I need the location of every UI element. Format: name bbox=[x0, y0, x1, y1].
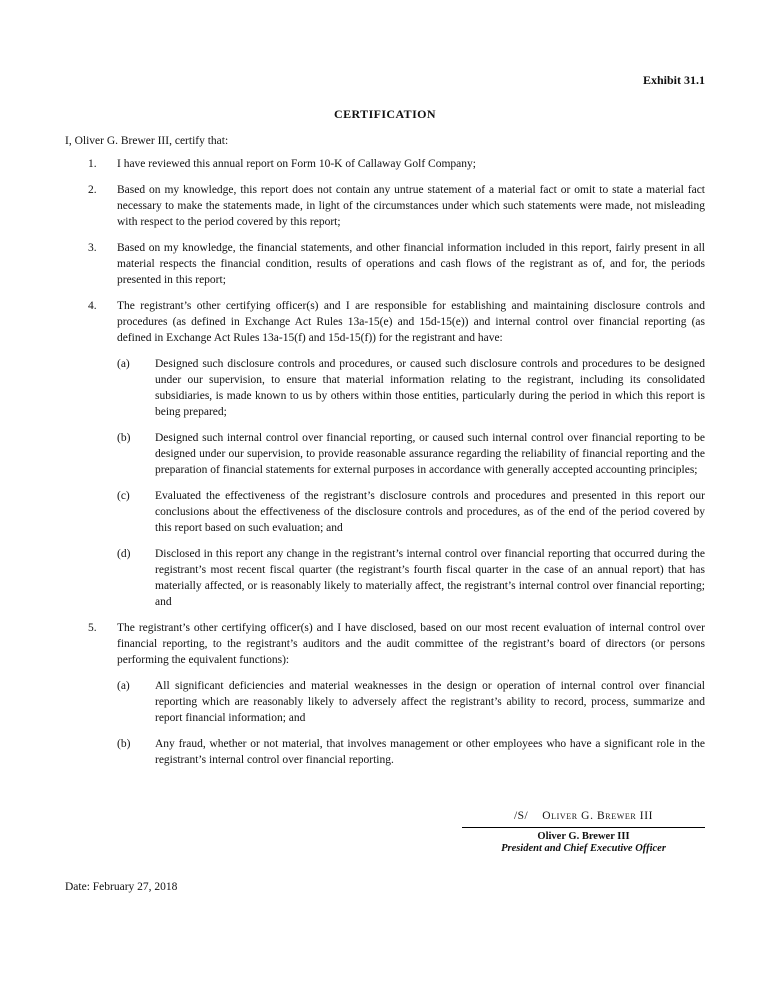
signature-signed-name: Oliver G. Brewer III bbox=[542, 810, 654, 822]
item-number: 3. bbox=[88, 242, 97, 254]
item-text: Disclosed in this report any change in the registrant’s internal control over financial reporting that occurred during the registrant’s most recent fiscal quarter (the registrant’s fourth fiscal quarter in the case of an annual report) that has materially affected, or is reasonably likely to materially affect, the registrant’s internal control over financial reporting; and bbox=[155, 548, 705, 608]
item-number: (c) bbox=[117, 490, 130, 502]
signature-block bbox=[462, 808, 705, 855]
item-number: (a) bbox=[117, 358, 130, 370]
item-text: All significant deficiencies and material weaknesses in the design or operation of internal control over financial reporting which are reasonably likely to adversely affect the registrant’s ability to record, process, summarize and report financial information; and bbox=[155, 680, 705, 724]
list-item-4b bbox=[65, 430, 705, 478]
list-item-4d bbox=[65, 546, 705, 610]
list-item-5b bbox=[65, 736, 705, 768]
item-number: (d) bbox=[117, 548, 131, 560]
signature-role-title: President and Chief Executive Officer bbox=[501, 843, 666, 854]
sublist-item-5 bbox=[65, 678, 705, 768]
list-item-1 bbox=[65, 156, 705, 172]
item-number: (a) bbox=[117, 680, 130, 692]
list-item-5a bbox=[65, 678, 705, 726]
list-item-5 bbox=[65, 620, 705, 668]
date-line: Date: February 27, 2018 bbox=[65, 881, 178, 893]
item-text: The registrant’s other certifying officer(s) and I have disclosed, based on our most recent evaluation of internal control over financial reporting, to the registrant’s auditors and the audit committee of the registrant’s board of directors (or persons performing the equivalent functions): bbox=[117, 622, 705, 666]
list-item-4c bbox=[65, 488, 705, 536]
item-text: The registrant’s other certifying officer(s) and I are responsible for establishing and maintaining disclosure controls and procedures (as defined in Exchange Act Rules 13a-15(e) and 15d-15(e)) and internal control over financial reporting (as defined in Exchange Act Rules 13a-15(f) and 15d-15(f)) for the registrant and have: bbox=[117, 300, 705, 344]
page-title: CERTIFICATION bbox=[334, 107, 436, 121]
item-number: (b) bbox=[117, 738, 131, 750]
item-text: Based on my knowledge, this report does not contain any untrue statement of a material fact or omit to state a material fact necessary to make the statements made, in light of the circumstances under which such statements were made, not misleading with respect to the period covered by this report; bbox=[117, 184, 705, 228]
signature-s-mark: /S/ bbox=[513, 810, 529, 822]
signature-line bbox=[462, 808, 705, 828]
item-number: 1. bbox=[88, 158, 97, 170]
signature-printed-name: Oliver G. Brewer III bbox=[537, 831, 630, 842]
sublist-item-4 bbox=[65, 356, 705, 610]
item-text: Any fraud, whether or not material, that involves management or other employees who have a significant role in the registrant’s internal control over financial reporting. bbox=[155, 738, 705, 766]
item-number: 5. bbox=[88, 622, 97, 634]
item-text: Designed such disclosure controls and procedures, or caused such disclosure controls and procedures to be designed under our supervision, to ensure that material information relating to the registrant, including its consolidated subsidiaries, is made known to us by others within those entities, particularly during the period in which this report is being prepared; bbox=[155, 358, 705, 418]
list-item-4a bbox=[65, 356, 705, 420]
exhibit-label: Exhibit 31.1 bbox=[642, 73, 705, 87]
list-item-4 bbox=[65, 298, 705, 346]
item-number: 2. bbox=[88, 184, 97, 196]
item-number: 4. bbox=[88, 300, 97, 312]
item-text: I have reviewed this annual report on Form 10-K of Callaway Golf Company; bbox=[117, 158, 476, 170]
list-item-2 bbox=[65, 182, 705, 230]
item-text: Designed such internal control over financial reporting, or caused such internal control over financial reporting to be designed under our supervision, to provide reasonable assurance regarding the reliability of financial reporting and the preparation of financial statements for external purposes in accordance with generally accepted accounting principles; bbox=[155, 432, 705, 476]
item-text: Based on my knowledge, the financial statements, and other financial information included in this report, fairly present in all material respects the financial condition, results of operations and cash flows of the registrant as of, and for, the periods presented in this report; bbox=[117, 242, 705, 286]
item-number: (b) bbox=[117, 432, 131, 444]
list-item-3 bbox=[65, 240, 705, 288]
intro-paragraph: I, Oliver G. Brewer III, certify that: bbox=[65, 135, 229, 147]
item-text: Evaluated the effectiveness of the registrant’s disclosure controls and procedures and presented in this report our conclusions about the effectiveness of the disclosure controls and procedures, as of the end of the period covered by this report based on such evaluation; and bbox=[155, 490, 705, 534]
